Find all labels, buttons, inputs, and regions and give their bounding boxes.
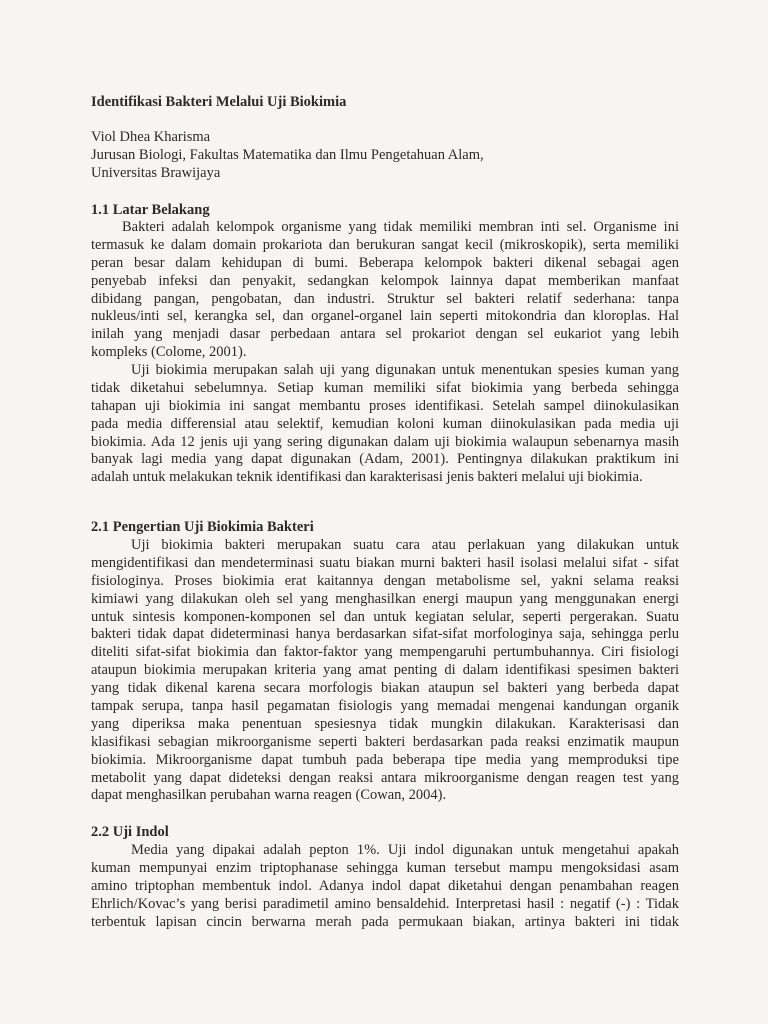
paragraph-line: tidak diketahui sebelumnya. Setiap kuman memiliki sifat biokimia yang berbeda sehingga (91, 379, 679, 396)
paragraph-line: peran besar dalam kehidupan di bumi. Beberapa kelompok bakteri dikenal sebagai agen (91, 254, 679, 271)
paragraph-line: Uji biokimia bakteri merupakan suatu cara atau perlakuan yang dilakukan untuk (131, 537, 679, 553)
paragraph-line: kuman mempunyai enzim triptophanase sehingga kuman tersebut mampu mengoksidasi asam (91, 859, 679, 876)
paragraph-line: untuk sintesis komponen-komponen sel dan untuk kegiatan selular, seperti pergerakan. Suatu (91, 608, 679, 625)
paragraph-line: pada media differensial atau selektif, kemudian koloni kuman diinokulasikan pada media uji (91, 415, 679, 432)
paragraph-line: banyak lagi media yang dapat digunakan (Adam, 2001). Pentingnya dilakukan praktikum ini (91, 451, 679, 468)
paragraph-line: amino triptophan membentuk indol. Adanya indol dapat diketahui dengan penambahan reagen (91, 877, 679, 894)
paragraph-line: Bakteri adalah kelompok organisme yang tidak memiliki membran inti sel. Organisme ini (122, 219, 679, 235)
paragraph-line: tampak serupa, tanpa hasil pegamatan fisiologis yang memadai mengenai kandungan organik (91, 698, 679, 715)
paragraph-line: yang tidak dikenal karena secara morfologis biakan ataupun sel bakteri yang berbeda dapat (91, 680, 679, 697)
paragraph-line: inilah yang menjadi dasar perbedaan antara sel prokariot dengan sel eukariot yang lebih (91, 326, 679, 343)
paragraph-line: dapat menghasilkan perubahan warna reagen (Cowan, 2004). (91, 787, 447, 804)
section-heading-uji-indol: 2.2 Uji Indol (91, 824, 169, 840)
paragraph-line: mengidentifikasi dan mendeterminasi suatu biakan murni bakteri hasil isolasi melalui sifat - sifat (91, 554, 679, 571)
paragraph-line: kompleks (Colome, 2001). (91, 344, 247, 361)
paragraph-line: biokimia. Ada 12 jenis uji yang sering digunakan dalam uji biokimia walaupun sebenarnya masih (91, 433, 679, 450)
paragraph (91, 362, 679, 487)
section-heading-latar-belakang: 1.1 Latar Belakang (91, 202, 210, 218)
paragraph-line: penyebab infeksi dan penyakit, sedangkan kelompok lainnya dapat memberikan manfaat (91, 272, 679, 289)
paragraph-line: bakteri tidak dapat dideterminasi hanya berdasarkan sifat-sifat morfologinya saja, sehingga perlu (91, 626, 679, 643)
paragraph-line: Ehrlich/Kovac’s yang berisi paradimetil amino bensaldehid. Interpretasi hasil : negatif (-) : Tidak (91, 895, 679, 912)
paragraph-line: terbentuk lapisan cincin berwarna merah pada permukaan biakan, artinya bakteri ini tidak (91, 913, 679, 930)
author-university: Universitas Brawijaya (91, 165, 221, 181)
paragraph (91, 537, 679, 805)
paragraph-line: Uji biokimia merupakan salah uji yang digunakan untuk menentukan spesies kuman yang (131, 362, 679, 378)
paragraph-line: klasifikasi sebagian mikroorganisme seperti bakteri berdasarkan pada reaksi enzimatik maupun (91, 733, 679, 750)
paragraph-line: Media yang dipakai adalah pepton 1%. Uji indol digunakan untuk mengetahui apakah (131, 842, 679, 858)
paragraph (91, 842, 679, 931)
author-department: Jurusan Biologi, Fakultas Matematika dan Ilmu Pengetahuan Alam, (91, 147, 484, 163)
paragraph-line: ataupun biokimia merupakan kriteria yang amat penting di dalam identifikasi spesimen bakteri (91, 662, 679, 679)
document-title: Identifikasi Bakteri Melalui Uji Biokimia (91, 94, 347, 110)
paragraph-line: adalah untuk melakukan teknik identifikasi dan karakterisasi jenis bakteri melalui uji biokimia. (91, 469, 643, 486)
paragraph-line: fisiologinya. Proses biokimia erat kaitannya dengan metabolisme sel, yakni selama reaksi (91, 572, 679, 589)
paragraph-line: tahapan uji biokimia ini sangat membantu proses identifikasi. Setelah sampel diinokulasikan (91, 397, 679, 414)
paragraph (91, 219, 679, 362)
author-block (91, 128, 484, 182)
paragraph-line: metabolit yang dapat dideteksi dengan reaksi antara mikroorganisme dengan reagen test yang (91, 769, 679, 786)
paragraph-line: termasuk ke dalam domain prokariota dan berukuran sangat kecil (mikroskopik), serta memiliki (91, 236, 679, 253)
paragraph-line: nukleus/inti sel, kerangka sel, dan organel-organel lain seperti mitokondria dan kloroplas. Hal (91, 308, 679, 325)
paragraph-line: yang diperiksa maka penentuan spesiesnya tidak mungkin dilakukan. Karakterisasi dan (91, 715, 679, 732)
section-heading-pengertian-uji-biokimia: 2.1 Pengertian Uji Biokimia Bakteri (91, 519, 314, 535)
paragraph-line: dibidang pangan, pengobatan, dan industri. Struktur sel bakteri relatif sederhana: tanpa (91, 290, 679, 307)
paragraph-line: diteliti sifat-sifat biokimia dan faktor-faktor yang mempengaruhi pertumbuhannya. Ciri fisiologi (91, 644, 679, 661)
paragraph-line: kimiawi yang dilakukan oleh sel yang menghasilkan energi maupun yang menggunakan energi (91, 590, 679, 607)
author-name: Viol Dhea Kharisma (91, 129, 211, 145)
paragraph-line: biokimia. Mikroorganisme dapat tumbuh pada beberapa tipe media yang memproduksi tipe (91, 751, 679, 768)
